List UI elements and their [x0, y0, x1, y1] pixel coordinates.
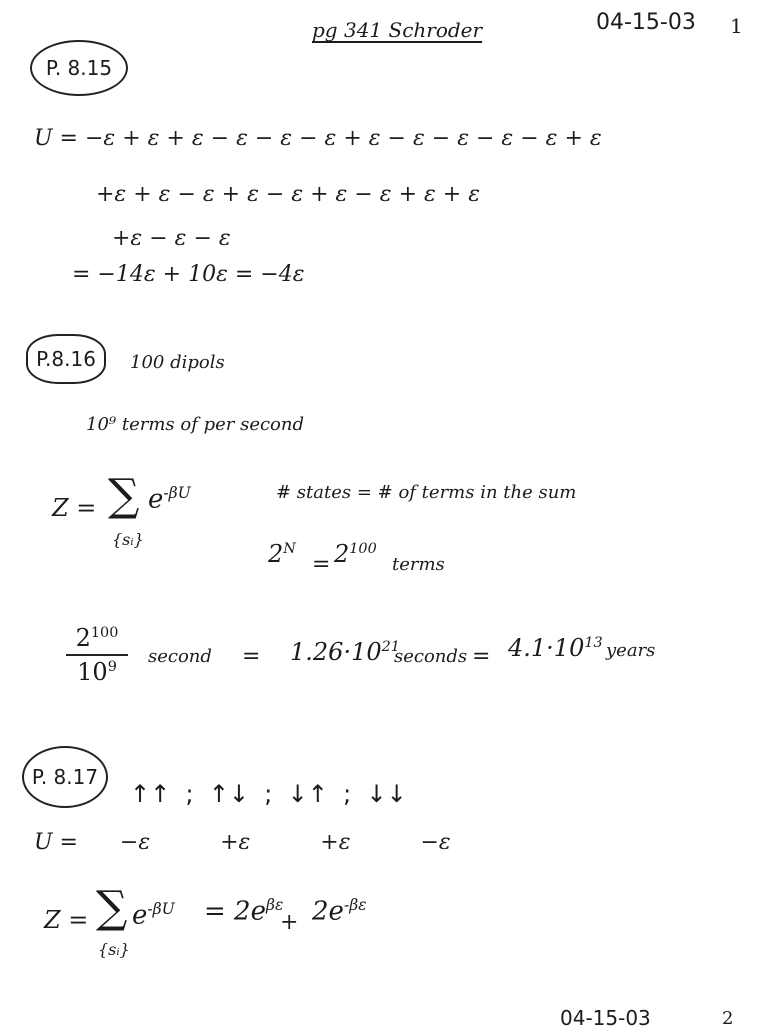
equals-sign: =: [242, 644, 261, 669]
equals-sign: =: [472, 644, 491, 669]
equals-sign: =: [312, 552, 331, 577]
problem-label-text: P. 8.15: [45, 56, 113, 80]
fraction-numerator: $2^{100}$: [75, 624, 119, 652]
partition-lhs: Z =: [44, 906, 89, 934]
seconds-value: $1.26\cdot 10^{21}$: [290, 638, 400, 666]
energy-values: U = −ε +ε +ε −ε: [34, 830, 451, 855]
energy-line-2: +ε + ε − ε + ε − ε + ε − ε + ε + ε: [96, 182, 481, 207]
energy-line-1: U = −ε + ε + ε − ε − ε − ε + ε − ε − ε − ε − ε + ε: [34, 126, 602, 151]
second-word: second: [148, 646, 212, 667]
footer-date: 04-15-03: [560, 1006, 651, 1030]
hundred-power: 100: [349, 541, 377, 557]
two-base: 2: [334, 540, 350, 568]
seconds-word: seconds: [394, 646, 468, 667]
exponential-term: [148, 484, 191, 515]
problem-label-8-17: [22, 746, 108, 808]
n-power: N: [283, 541, 296, 557]
terms-per-second: 10⁹ terms of per second: [86, 414, 305, 435]
problem-label-8-16: [26, 334, 106, 384]
header-page-number: 1: [730, 14, 743, 38]
exp-base: e: [148, 484, 164, 515]
exponential-term: $e^{-\beta U}$: [132, 900, 175, 931]
plus-sign: +: [280, 910, 299, 935]
states-note: # states = # of terms in the sum: [276, 482, 577, 503]
energy-result: = −14ε + 10ε = −4ε: [72, 262, 305, 287]
two-base: 2: [268, 540, 284, 568]
dipole-count: 100 dipols: [130, 352, 225, 373]
time-fraction: [66, 624, 128, 686]
sigma-symbol: ∑: [108, 470, 140, 521]
fraction-denominator: $10^9$: [77, 658, 117, 686]
sum-subscript: {sᵢ}: [112, 530, 144, 549]
energy-line-3: +ε − ε − ε: [112, 226, 231, 251]
sigma-symbol: ∑: [96, 882, 128, 933]
terms-word: terms: [392, 554, 445, 575]
problem-label-8-15: [30, 40, 128, 96]
years-word: years: [606, 640, 656, 661]
two-to-n: [268, 540, 296, 568]
two-to-100: [334, 540, 377, 568]
footer-page-number: 2: [722, 1008, 734, 1029]
partition-rhs-1: = $2e^{\beta\varepsilon}$: [204, 896, 284, 927]
problem-label-text: P.8.16: [36, 347, 96, 371]
fraction-bar: [66, 654, 128, 656]
header-title: pg 341 Schroder: [312, 18, 483, 42]
sum-subscript: {sᵢ}: [98, 940, 130, 959]
partition-rhs-2: $2e^{-\beta\varepsilon}$: [312, 896, 367, 927]
partition-lhs: Z =: [52, 494, 97, 522]
problem-label-text: P. 8.17: [31, 765, 99, 789]
header-date: 04-15-03: [596, 10, 696, 35]
years-value: $4.1\cdot 10^{13}$: [508, 634, 603, 662]
exp-power: -βU: [163, 484, 191, 502]
spin-configurations: ↑↑ ; ↑↓ ; ↓↑ ; ↓↓: [130, 780, 407, 808]
